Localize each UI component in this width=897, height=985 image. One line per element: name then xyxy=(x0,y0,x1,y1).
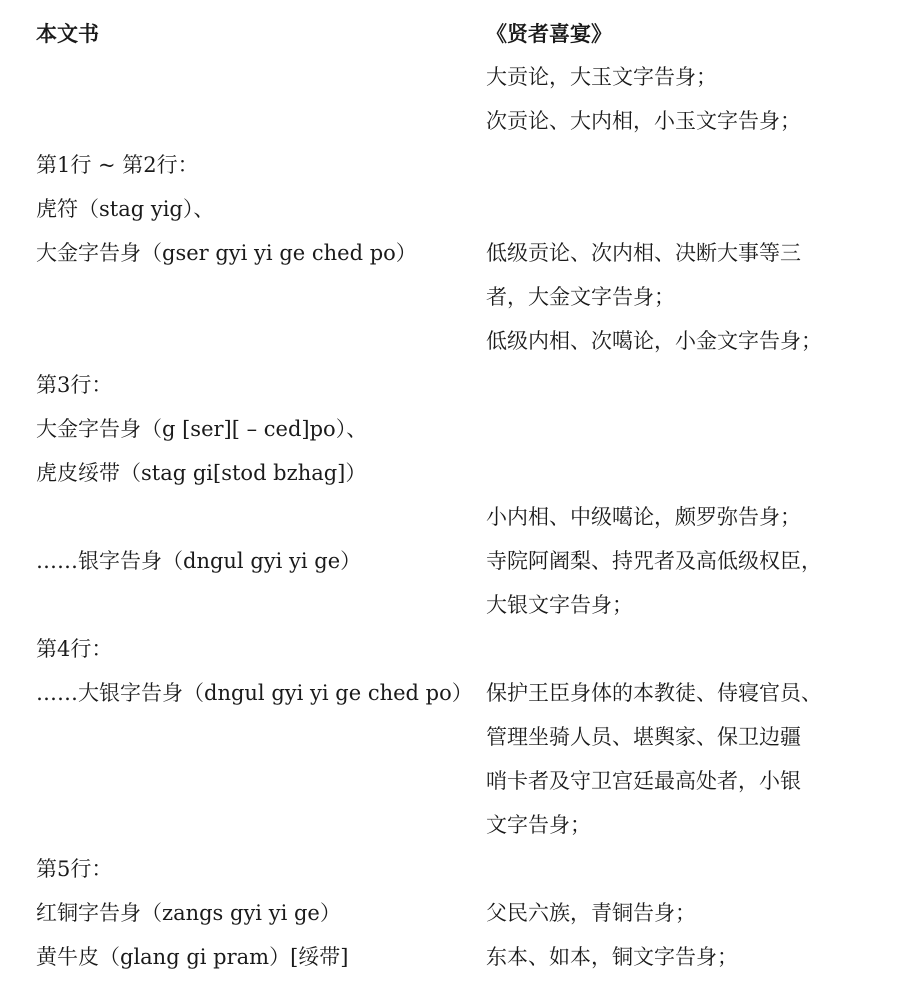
left-cell: 红铜字告身（zangs gyi yi ge） xyxy=(36,901,341,925)
table-row xyxy=(0,891,897,935)
table-row xyxy=(0,407,897,451)
right-cell: 次贡论、大内相，小玉文字告身； xyxy=(486,109,801,133)
right-cell: 保护王臣身体的本教徒、侍寝官员、 xyxy=(486,681,822,705)
table-row xyxy=(0,187,897,231)
left-cell: 大金字告身（gser gyi yi ge ched po） xyxy=(36,241,417,265)
right-cell: 寺院阿阇梨、持咒者及高低级权臣， xyxy=(486,549,822,573)
table-row xyxy=(0,495,897,539)
right-cell: 者，大金文字告身； xyxy=(486,285,675,309)
right-cell: 东本、如本，铜文字告身； xyxy=(486,945,738,969)
table-row xyxy=(0,143,897,187)
right-cell: 低级内相、次噶论，小金文字告身； xyxy=(486,329,822,353)
table-row xyxy=(0,715,897,759)
table-row xyxy=(0,55,897,99)
left-cell: 第5行： xyxy=(36,857,113,881)
header-row xyxy=(0,12,897,56)
table-row xyxy=(0,803,897,847)
table-row xyxy=(0,671,897,715)
left-cell: 大金字告身（g [ser][ – ced]po）、 xyxy=(36,417,368,441)
left-cell: 虎皮绥带（stag gi[stod bzhag]） xyxy=(36,461,367,485)
column-header-source-document: 本文书 xyxy=(36,22,99,46)
table-row xyxy=(0,363,897,407)
left-cell: 第3行： xyxy=(36,373,113,397)
right-cell: 低级贡论、次内相、决断大事等三 xyxy=(486,241,801,265)
left-cell: 第1行 ~ 第2行： xyxy=(36,153,199,177)
table-row xyxy=(0,847,897,891)
table-row xyxy=(0,451,897,495)
table-row xyxy=(0,759,897,803)
table-row xyxy=(0,539,897,583)
table-row xyxy=(0,627,897,671)
left-cell: 黄牛皮（glang gi pram）[绥带] xyxy=(36,945,349,969)
column-header-xianzhe-xiyan: 《贤者喜宴》 xyxy=(486,22,612,46)
right-cell: 小内相、中级噶论，颇罗弥告身； xyxy=(486,505,801,529)
table-row xyxy=(0,935,897,979)
table-row xyxy=(0,99,897,143)
right-cell: 大银文字告身； xyxy=(486,593,633,617)
right-cell: 父民六族，青铜告身； xyxy=(486,901,696,925)
right-cell: 大贡论，大玉文字告身； xyxy=(486,65,717,89)
table-row xyxy=(0,275,897,319)
right-cell: 管理坐骑人员、堪舆家、保卫边疆 xyxy=(486,725,801,749)
table-row xyxy=(0,231,897,275)
right-cell: 哨卡者及守卫宫廷最高处者，小银 xyxy=(486,769,801,793)
left-cell: ……大银字告身（dngul gyi yi ge ched po） xyxy=(36,681,473,705)
right-cell: 文字告身； xyxy=(486,813,591,837)
table-row xyxy=(0,583,897,627)
left-cell: ……银字告身（dngul gyi yi ge） xyxy=(36,549,362,573)
left-cell: 第4行： xyxy=(36,637,113,661)
table-row xyxy=(0,319,897,363)
left-cell: 虎符（stag yig）、 xyxy=(36,197,215,221)
